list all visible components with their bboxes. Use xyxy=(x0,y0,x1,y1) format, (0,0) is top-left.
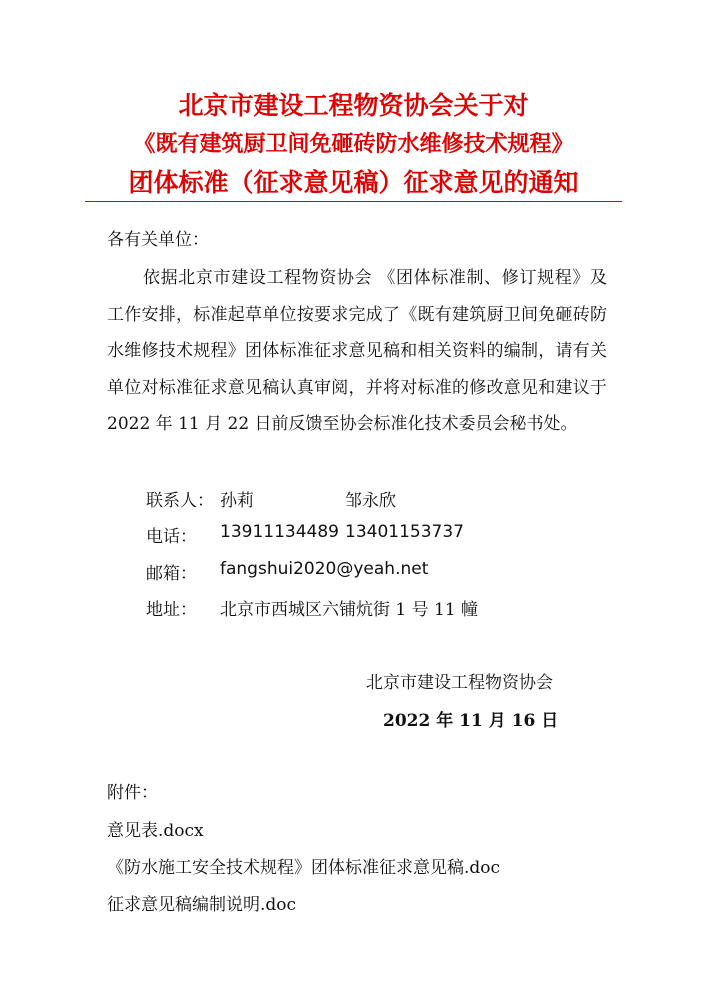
title-divider xyxy=(85,201,622,202)
attachment-item: 意见表.docx xyxy=(107,821,204,841)
salutation: 各有关单位： xyxy=(107,230,209,250)
contacts-label: 联系人： xyxy=(146,491,214,511)
phone-number-1: 13911134489 xyxy=(220,522,339,542)
attachment-item: 征求意见稿编制说明.doc xyxy=(107,895,297,915)
address-value: 北京市西城区六铺炕街 1 号 11 幢 xyxy=(220,600,479,620)
contact-person-1: 孙莉 xyxy=(220,491,254,511)
phone-number-2: 13401153737 xyxy=(345,522,464,542)
email-address: fangshui2020@yeah.net xyxy=(220,559,429,579)
title-line-1: 北京市建设工程物资协会关于对 xyxy=(178,91,529,120)
attachment-item: 《防水施工安全技术规程》团体标准征求意见稿.doc xyxy=(107,858,501,878)
attachments-label: 附件： xyxy=(107,783,158,803)
title-line-2: 《既有建筑厨卫间免砸砖防水维修技术规程》 xyxy=(133,132,574,157)
signature-org: 北京市建设工程物资协会 xyxy=(366,673,553,693)
title-line-3: 团体标准（征求意见稿）征求意见的通知 xyxy=(128,168,579,197)
address-label: 地址： xyxy=(146,600,197,620)
contact-person-2: 邹永欣 xyxy=(345,491,396,511)
signature-date: 2022 年 11 月 16 日 xyxy=(383,711,559,731)
phone-label: 电话： xyxy=(146,527,197,547)
body-paragraph: 依据北京市建设工程物资协会 《团体标准制、修订规程》及工作安排，标准起草单位按要求完成了《既有建筑厨卫间免砸砖防水维修技术规程》团体标准征求意见稿和相关资料的编制，请有关单位对标准征求意见稿认真审阅，并将对标准的修改意见和建议于 2022 年 11 月 22 日前反馈至协会标准化技术委员会秘书处。 xyxy=(107,268,607,434)
email-label: 邮箱： xyxy=(146,564,197,584)
